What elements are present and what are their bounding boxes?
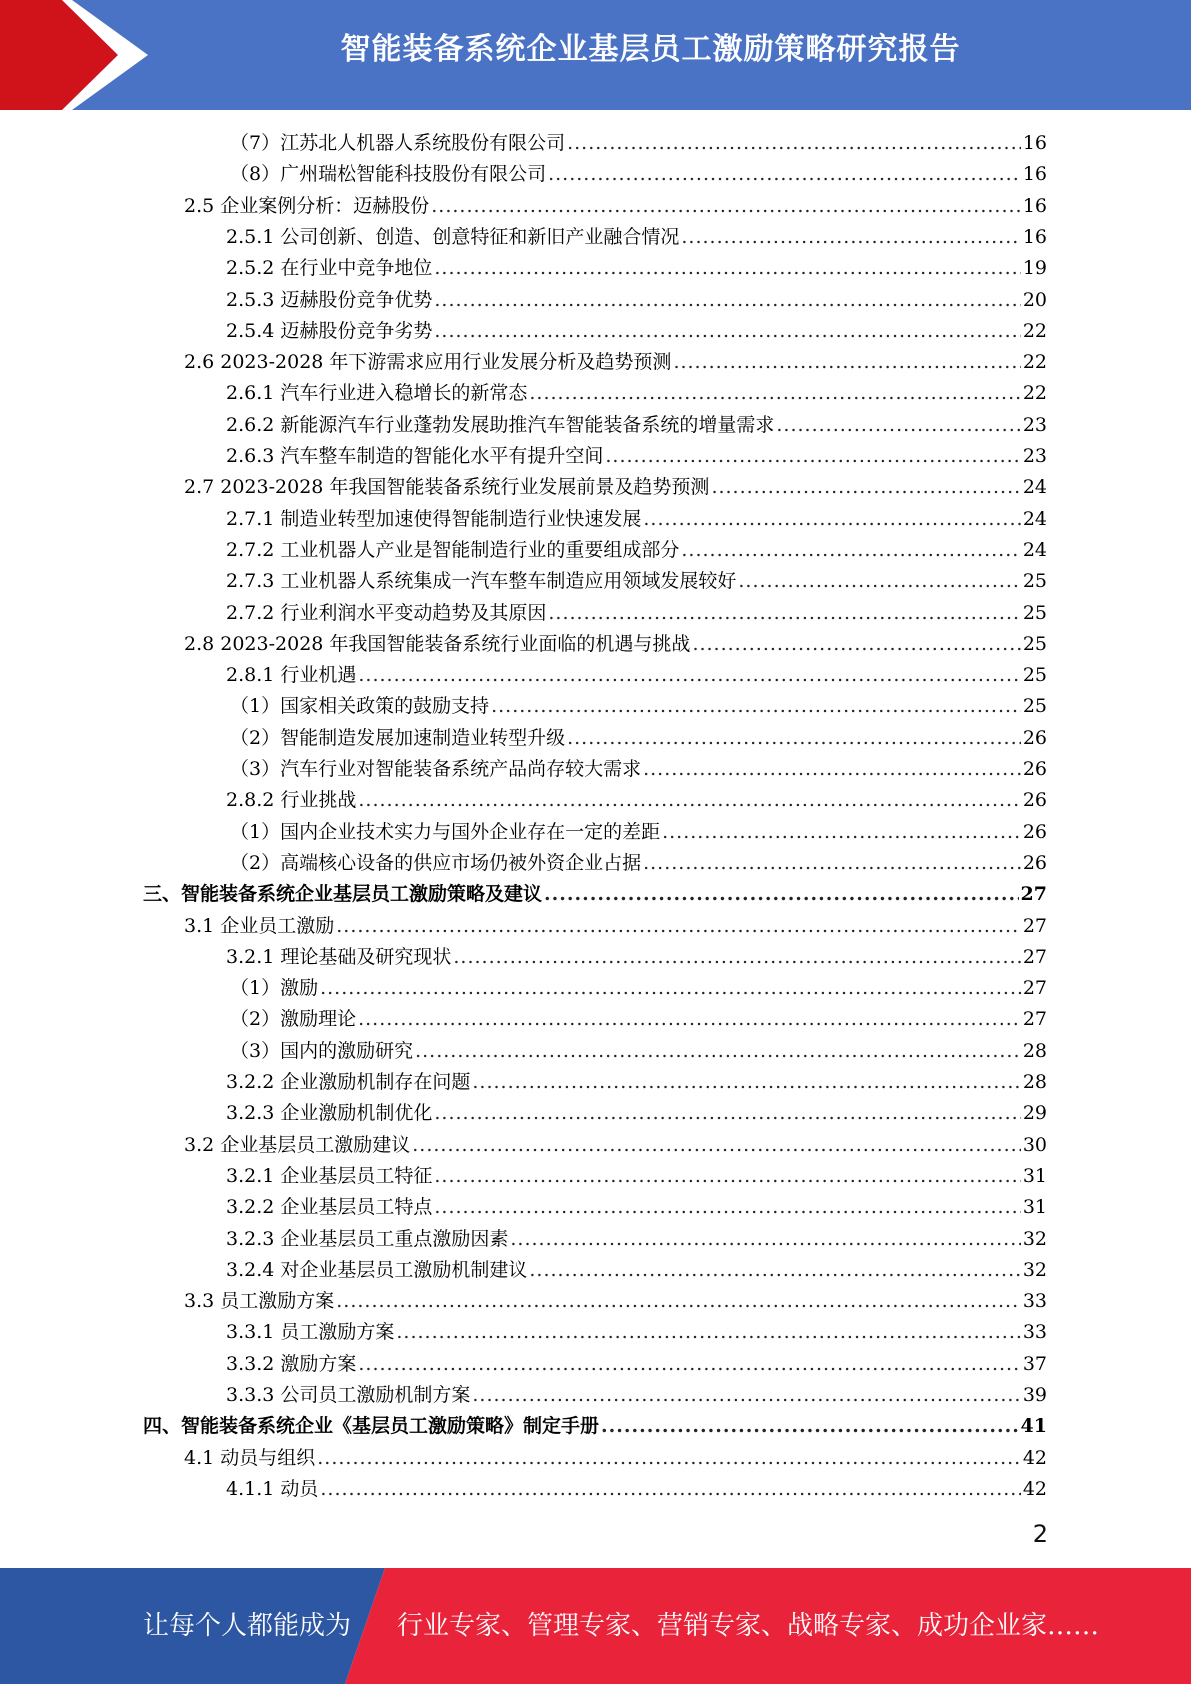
toc-entry[interactable] [143,879,1047,910]
toc-entry-label: （3）国内的激励研究 [230,1040,414,1062]
toc-entry-page: 24 [1022,539,1047,561]
toc-leader-dots [472,1380,1020,1411]
toc-entry-page: 25 [1022,570,1047,592]
toc-leader-dots [605,441,1020,472]
toc-entry-label: 2.5.2 在行业中竞争地位 [226,257,433,279]
toc-entry[interactable] [226,535,1047,566]
toc-entry[interactable] [226,1161,1047,1192]
toc-entry[interactable] [184,191,1047,222]
toc-leader-dots [567,128,1021,159]
toc-entry-label: 2.5.4 迈赫股份竞争劣势 [226,320,433,342]
toc-entry[interactable] [226,598,1047,629]
toc-entry-label: （2）激励理论 [230,1008,357,1030]
toc-entry[interactable] [226,1349,1047,1380]
toc-entry[interactable] [230,1004,1047,1035]
toc-entry[interactable] [226,441,1047,472]
toc-entry[interactable] [230,159,1047,190]
toc-entry-label: 2.6.1 汽车行业进入稳增长的新常态 [226,382,528,404]
toc-leader-dots [434,1161,1020,1192]
toc-leader-dots [358,1349,1020,1380]
toc-entry[interactable] [230,973,1047,1004]
document-title: 智能装备系统企业基层员工激励策略研究报告 [340,32,961,67]
toc-leader-dots [320,973,1021,1004]
toc-entry-page: 42 [1022,1478,1047,1500]
toc-entry-page: 39 [1022,1384,1047,1406]
toc-entry-label: 2.5.1 公司创新、创造、创意特征和新旧产业融合情况 [226,226,680,248]
toc-leader-dots [548,598,1020,629]
toc-entry-label: 3.2.3 企业基层员工重点激励因素 [226,1228,509,1250]
toc-entry-page: 27 [1022,946,1047,968]
toc-entry-page: 33 [1022,1290,1047,1312]
toc-entry-label: 2.5 企业案例分析：迈赫股份 [184,195,430,217]
toc-entry-label: 2.7.2 行业利润水平变动趋势及其原因 [226,602,547,624]
toc-entry-label: 2.6.3 汽车整车制造的智能化水平有提升空间 [226,445,604,467]
toc-entry-label: 3.2.3 企业激励机制优化 [226,1102,433,1124]
toc-leader-dots [681,222,1020,253]
toc-entry-label: 4.1.1 动员 [226,1478,319,1500]
toc-entry[interactable] [226,378,1047,409]
toc-entry-label: 3.3.1 员工激励方案 [226,1321,395,1343]
toc-leader-dots [358,785,1020,816]
toc-entry[interactable] [230,691,1047,722]
toc-entry[interactable] [230,1036,1047,1067]
footer-slogan-left: 让每个人都能成为 [143,1611,352,1641]
toc-entry[interactable] [226,1067,1047,1098]
toc-entry-label: 四、智能装备系统企业《基层员工激励策略》制定手册 [143,1415,600,1437]
toc-entry-page: 19 [1022,257,1047,279]
toc-entry-label: 2.8.1 行业机遇 [226,664,357,686]
toc-entry-label: 2.7 2023-2028 年我国智能装备系统行业发展前景及趋势预测 [184,476,710,498]
toc-leader-dots [415,1036,1021,1067]
toc-entry-label: （8）广州瑞松智能科技股份有限公司 [230,163,547,185]
toc-entry-page: 26 [1022,727,1047,749]
toc-leader-dots [434,1192,1020,1223]
toc-entry-label: （2）高端核心设备的供应市场仍被外资企业占据 [230,852,642,874]
toc-entry-label: 2.5.3 迈赫股份竞争优势 [226,289,433,311]
toc-leader-dots [434,316,1020,347]
toc-entry[interactable] [226,222,1047,253]
toc-entry[interactable] [184,911,1047,942]
toc-entry-label: 3.3.2 激励方案 [226,1353,357,1375]
toc-entry-page: 22 [1022,320,1047,342]
toc-entry-page: 27 [1022,915,1047,937]
toc-entry-page: 29 [1022,1102,1047,1124]
toc-leader-dots [544,879,1019,910]
toc-entry-page: 16 [1022,163,1047,185]
toc-entry-label: 3.2.2 企业激励机制存在问题 [226,1071,471,1093]
toc-entry[interactable] [184,472,1047,503]
toc-leader-dots [317,1443,1021,1474]
toc-entry-label: 2.6 2023-2028 年下游需求应用行业发展分析及趋势预测 [184,351,672,373]
toc-leader-dots [336,1286,1021,1317]
toc-entry[interactable] [184,1443,1047,1474]
toc-entry-label: 3.2.1 理论基础及研究现状 [226,946,452,968]
toc-entry-label: 三、智能装备系统企业基层员工激励策略及建议 [143,883,543,905]
toc-entry[interactable] [226,253,1047,284]
toc-entry[interactable] [226,1224,1047,1255]
toc-entry[interactable] [226,785,1047,816]
toc-entry[interactable] [184,629,1047,660]
toc-entry[interactable] [226,410,1047,441]
toc-leader-dots [738,566,1020,597]
toc-leader-dots [776,410,1020,441]
toc-leader-dots [320,1474,1020,1505]
toc-entry-page: 28 [1022,1040,1047,1062]
toc-entry-label: 3.2.4 对企业基层员工激励机制建议 [226,1259,528,1281]
toc-entry[interactable] [226,1380,1047,1411]
toc-entry[interactable] [226,942,1047,973]
toc-entry-page: 25 [1022,664,1047,686]
toc-entry-page: 23 [1022,445,1047,467]
toc-entry[interactable] [143,1411,1047,1442]
toc-entry-page: 24 [1022,476,1047,498]
toc-entry[interactable] [230,723,1047,754]
toc-entry[interactable] [230,817,1047,848]
toc-leader-dots [434,253,1020,284]
toc-leader-dots [396,1317,1020,1348]
toc-entry-page: 30 [1022,1134,1047,1156]
toc-entry-label: 3.2.1 企业基层员工特征 [226,1165,433,1187]
toc-leader-dots [643,848,1021,879]
toc-entry-page: 27 [1022,977,1047,999]
toc-entry-label: 3.2.2 企业基层员工特点 [226,1196,433,1218]
toc-leader-dots [681,535,1020,566]
toc-entry-label: 3.3 员工激励方案 [184,1290,335,1312]
toc-entry-page: 37 [1022,1353,1047,1375]
toc-entry-label: 3.1 企业员工激励 [184,915,335,937]
toc-entry-page: 26 [1022,758,1047,780]
toc-entry[interactable] [230,754,1047,785]
toc-leader-dots [643,504,1020,535]
toc-leader-dots [412,1130,1021,1161]
header-banner [0,0,1191,110]
page-number: 2 [1032,1520,1048,1548]
toc-entry-page: 20 [1022,289,1047,311]
toc-leader-dots [662,817,1021,848]
toc-entry[interactable] [226,1255,1047,1286]
toc-entry-label: 2.8.2 行业挑战 [226,789,357,811]
toc-leader-dots [336,911,1021,942]
toc-entry-label: （1）国家相关政策的鼓励支持 [230,695,490,717]
toc-entry-label: 2.7.1 制造业转型加速使得智能制造行业快速发展 [226,508,642,530]
toc-entry[interactable] [230,848,1047,879]
toc-entry-label: 2.6.2 新能源汽车行业蓬勃发展助推汽车智能装备系统的增量需求 [226,414,775,436]
toc-entry[interactable] [226,316,1047,347]
toc-entry-label: （3）汽车行业对智能装备系统产品尚存较大需求 [230,758,642,780]
toc-entry-page: 26 [1022,852,1047,874]
toc-entry-label: （2）智能制造发展加速制造业转型升级 [230,727,566,749]
chevron-arrow-icon [0,0,160,110]
toc-entry-page: 22 [1022,382,1047,404]
toc-entry-label: 3.3.3 公司员工激励机制方案 [226,1384,471,1406]
toc-entry-page: 31 [1022,1165,1047,1187]
toc-leader-dots [431,191,1021,222]
toc-entry[interactable] [184,1286,1047,1317]
toc-leader-dots [673,347,1020,378]
toc-leader-dots [601,1411,1019,1442]
toc-entry-page: 22 [1022,351,1047,373]
toc-entry-page: 16 [1022,195,1047,217]
toc-entry-label: 2.7.2 工业机器人产业是智能制造行业的重要组成部分 [226,539,680,561]
toc-leader-dots [692,629,1020,660]
toc-leader-dots [472,1067,1020,1098]
toc-entry[interactable] [226,1474,1047,1505]
toc-entry-page: 25 [1022,695,1047,717]
toc-entry-page: 23 [1022,414,1047,436]
toc-entry-page: 16 [1022,226,1047,248]
toc-entry-page: 26 [1022,789,1047,811]
toc-entry[interactable] [226,1317,1047,1348]
toc-entry-page: 27 [1022,1008,1047,1030]
toc-entry[interactable] [226,1192,1047,1223]
toc-entry[interactable] [226,1098,1047,1129]
toc-entry-label: 4.1 动员与组织 [184,1447,316,1469]
toc-entry-label: 3.2 企业基层员工激励建议 [184,1134,411,1156]
toc-entry[interactable] [184,1130,1047,1161]
toc-leader-dots [529,378,1020,409]
toc-entry-page: 24 [1022,508,1047,530]
toc-entry[interactable] [230,128,1047,159]
toc-entry-page: 32 [1022,1228,1047,1250]
toc-leader-dots [491,691,1021,722]
toc-entry-label: 2.8 2023-2028 年我国智能装备系统行业面临的机遇与挑战 [184,633,691,655]
toc-entry-page: 31 [1022,1196,1047,1218]
toc-entry-label: 2.7.3 工业机器人系统集成一汽车整车制造应用领域发展较好 [226,570,737,592]
toc-entry-page: 25 [1022,633,1047,655]
toc-entry[interactable] [226,285,1047,316]
toc-leader-dots [529,1255,1020,1286]
toc-entry[interactable] [226,504,1047,535]
toc-entry-page: 41 [1020,1415,1047,1437]
toc-entry-label: （1）激励 [230,977,319,999]
toc-entry[interactable] [184,347,1047,378]
toc-leader-dots [643,754,1021,785]
toc-entry-page: 16 [1022,132,1047,154]
toc-entry-label: （1）国内企业技术实力与国外企业存在一定的差距 [230,821,661,843]
toc-entry-page: 28 [1022,1071,1047,1093]
toc-entry-page: 32 [1022,1259,1047,1281]
footer-banner [0,1568,1191,1684]
toc-entry-label: （7）江苏北人机器人系统股份有限公司 [230,132,566,154]
toc-entry-page: 26 [1022,821,1047,843]
toc-entry-page: 25 [1022,602,1047,624]
toc-leader-dots [434,1098,1020,1129]
toc-entry[interactable] [226,566,1047,597]
toc-entry-page: 27 [1020,883,1047,905]
footer-slogan-right: 行业专家、管理专家、营销专家、战略专家、成功企业家…… [397,1611,1100,1641]
toc-entry[interactable] [226,660,1047,691]
toc-leader-dots [358,660,1020,691]
toc-leader-dots [711,472,1020,503]
toc-entry-page: 42 [1022,1447,1047,1469]
toc-leader-dots [567,723,1021,754]
toc-leader-dots [434,285,1020,316]
toc-leader-dots [548,159,1021,190]
toc-leader-dots [453,942,1020,973]
toc-entry-page: 33 [1022,1321,1047,1343]
toc-leader-dots [358,1004,1021,1035]
toc-leader-dots [510,1224,1020,1255]
